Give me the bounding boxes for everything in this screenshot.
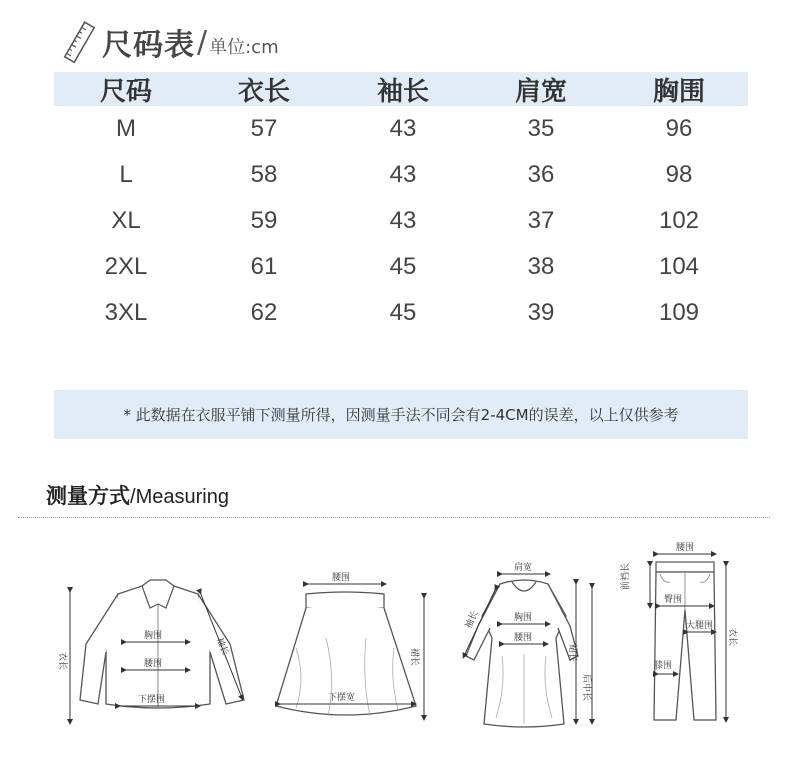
dress-label-back-length: 后中长 xyxy=(581,674,591,702)
cell-shoulder: 37 xyxy=(527,207,555,234)
cell-chest: 109 xyxy=(658,299,700,326)
table-row xyxy=(54,106,748,152)
shirt-label-chest: 胸围 xyxy=(144,631,163,641)
table-row xyxy=(54,198,748,244)
cell-chest: 102 xyxy=(658,207,700,234)
cell-sleeve: 43 xyxy=(389,115,417,142)
cell-chest: 98 xyxy=(665,161,693,188)
skirt-label-length: 裙长 xyxy=(409,648,419,667)
table-body xyxy=(54,106,748,336)
measuring-title-cn: 测量方式 xyxy=(46,484,130,508)
cell-size: M xyxy=(116,115,136,142)
cell-length: 62 xyxy=(250,299,278,326)
measuring-title-en: Measuring xyxy=(135,486,229,508)
divider xyxy=(18,517,770,518)
shirt-label-hem: 下摆围 xyxy=(138,695,166,705)
measuring-title-sep: / xyxy=(130,486,136,508)
pants-label-waist: 腰围 xyxy=(676,543,695,553)
shirt-label-waist: 腰围 xyxy=(144,659,163,669)
cell-sleeve: 43 xyxy=(389,161,417,188)
pants-label-front-rise: 前裆长 xyxy=(621,562,631,590)
dress-label-shoulder: 肩宽 xyxy=(514,563,533,573)
measurement-note: * 此数据在衣服平铺下测量所得，因测量手法不同会有2-4CM的误差，以上仅供参考 xyxy=(123,406,679,424)
pants-label-length: 衣长 xyxy=(727,628,737,647)
cell-length: 59 xyxy=(250,207,278,234)
pants-label-knee: 膝围 xyxy=(654,661,673,671)
size-chart-header xyxy=(62,20,279,64)
skirt-label-hem: 下摆宽 xyxy=(328,693,356,703)
cell-shoulder: 38 xyxy=(527,253,555,280)
header-shoulder: 肩宽 xyxy=(514,76,567,107)
table-row xyxy=(54,244,748,290)
table-header-row xyxy=(54,72,748,106)
dress-label-sleeve: 袖长 xyxy=(463,609,481,631)
pants-label-thigh: 大腿围 xyxy=(686,621,714,631)
skirt-diagram xyxy=(266,568,436,728)
header-size: 尺码 xyxy=(99,76,152,107)
dress-label-waist: 腰围 xyxy=(514,633,533,643)
header-sleeve: 袖长 xyxy=(376,76,429,107)
size-table xyxy=(54,72,748,336)
cell-size: 2XL xyxy=(104,253,148,280)
cell-size: XL xyxy=(111,207,141,234)
cell-size: L xyxy=(119,161,133,188)
cell-length: 57 xyxy=(250,115,278,142)
unit-label: 单位:cm xyxy=(209,37,279,58)
table-row xyxy=(54,290,748,336)
cell-length: 61 xyxy=(250,253,278,280)
cell-shoulder: 36 xyxy=(527,161,555,188)
title-separator: / xyxy=(197,24,208,60)
pants-label-hip: 臀围 xyxy=(664,595,683,605)
cell-sleeve: 45 xyxy=(389,253,417,280)
header-length: 衣长 xyxy=(237,76,290,107)
dress-label-chest: 胸围 xyxy=(514,613,533,623)
cell-size: 3XL xyxy=(104,299,148,326)
pants-diagram xyxy=(621,540,744,728)
cell-shoulder: 35 xyxy=(527,115,555,142)
cell-shoulder: 39 xyxy=(527,299,555,326)
skirt-label-waist: 腰围 xyxy=(332,573,351,583)
shirt-label-sleeve: 袖长 xyxy=(213,636,230,657)
dress-label-skirt-length: 裙长 xyxy=(567,644,577,663)
page-title: 尺码表 xyxy=(102,28,195,63)
cell-sleeve: 45 xyxy=(389,299,417,326)
note-box xyxy=(54,390,748,439)
shirt-diagram xyxy=(58,572,258,732)
header-chest: 胸围 xyxy=(652,76,705,107)
dress-diagram xyxy=(456,556,606,728)
shirt-label-length: 衣长 xyxy=(57,652,67,671)
cell-chest: 104 xyxy=(658,253,700,280)
ruler-icon xyxy=(62,20,96,64)
cell-length: 58 xyxy=(250,161,278,188)
measuring-title xyxy=(46,480,229,510)
cell-sleeve: 43 xyxy=(389,207,417,234)
cell-chest: 96 xyxy=(665,115,693,142)
table-row xyxy=(54,152,748,198)
